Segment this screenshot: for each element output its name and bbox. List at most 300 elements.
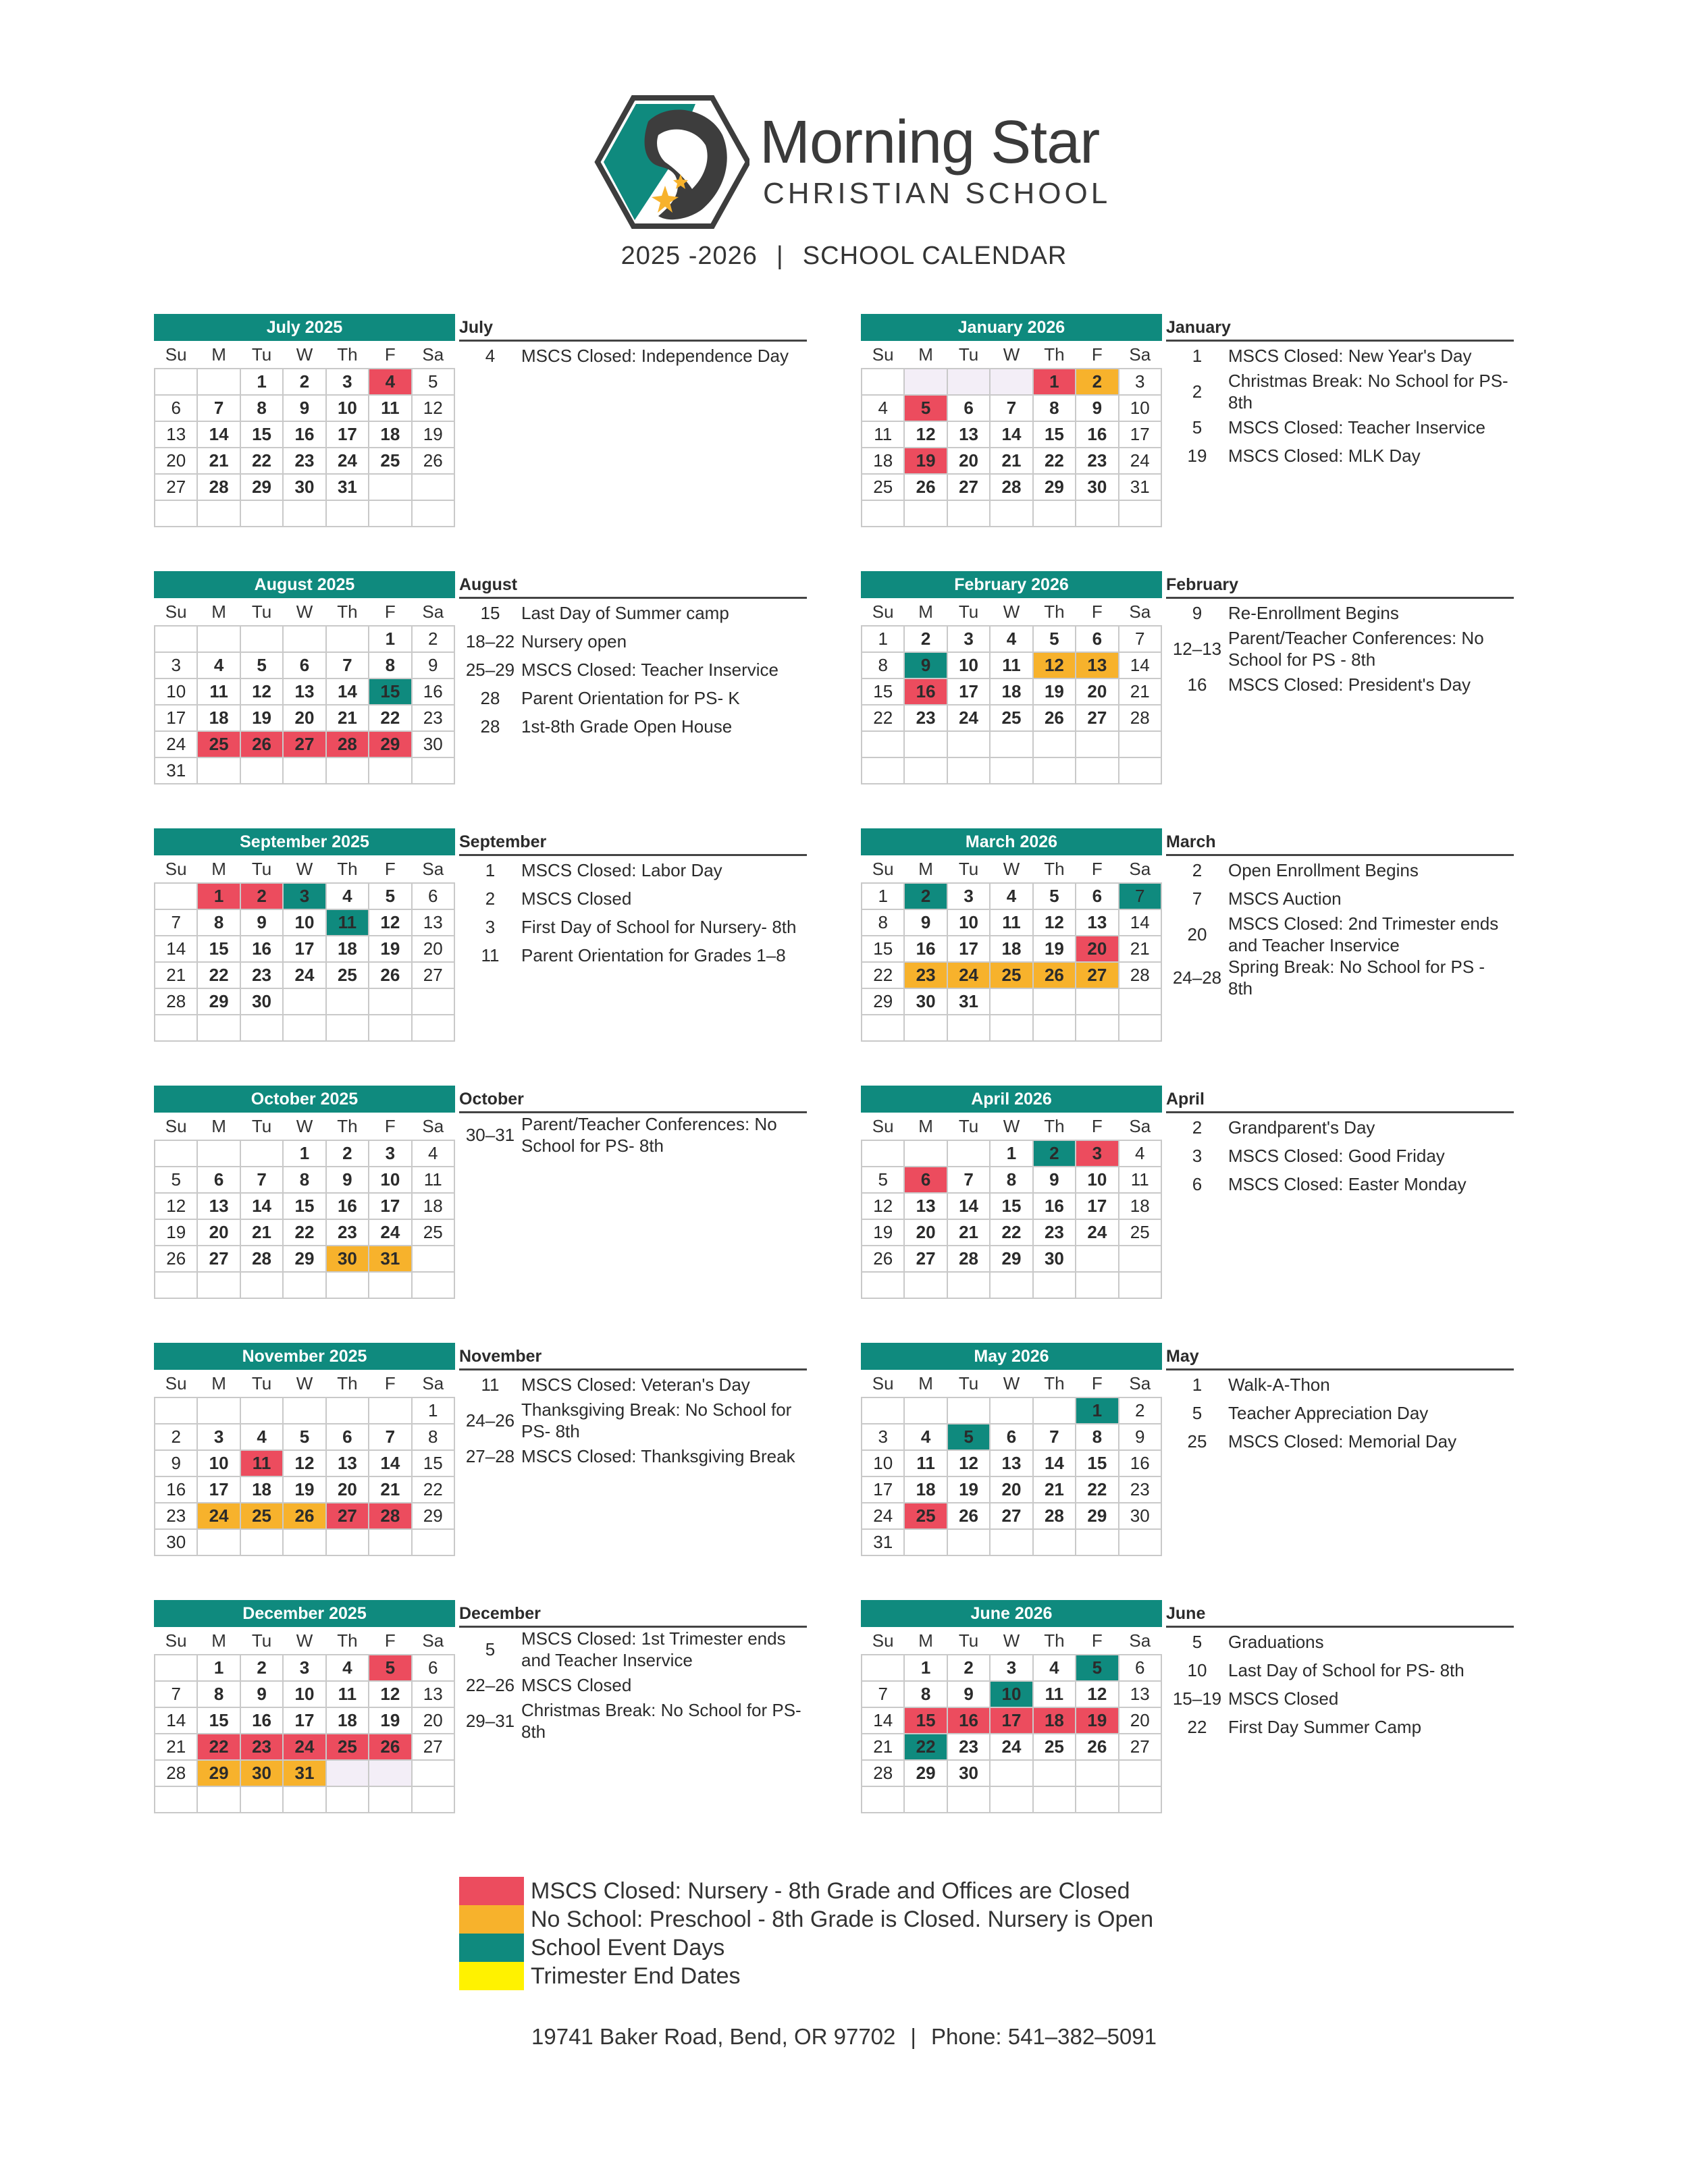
- day-cell[interactable]: 10: [155, 678, 197, 705]
- day-cell[interactable]: 29: [862, 988, 904, 1015]
- day-cell[interactable]: 9: [904, 909, 947, 936]
- day-cell[interactable]: 11: [862, 421, 904, 448]
- day-cell[interactable]: 29: [990, 1246, 1032, 1272]
- day-cell[interactable]: 25: [904, 1503, 947, 1529]
- day-cell[interactable]: 22: [412, 1476, 454, 1503]
- day-cell[interactable]: 14: [155, 1707, 197, 1734]
- day-cell[interactable]: 8: [412, 1424, 454, 1450]
- day-cell[interactable]: [197, 369, 240, 395]
- day-cell[interactable]: 2: [326, 1140, 369, 1167]
- day-cell[interactable]: [1033, 1786, 1076, 1813]
- day-cell[interactable]: [904, 1529, 947, 1555]
- day-cell[interactable]: 1: [862, 883, 904, 909]
- day-cell[interactable]: 6: [283, 652, 325, 678]
- day-cell[interactable]: [240, 1529, 283, 1555]
- day-cell[interactable]: [990, 1760, 1032, 1786]
- day-cell[interactable]: 17: [990, 1707, 1032, 1734]
- day-cell[interactable]: 17: [1119, 421, 1161, 448]
- day-cell[interactable]: 7: [1033, 1424, 1076, 1450]
- day-cell[interactable]: 12: [240, 678, 283, 705]
- day-cell[interactable]: [904, 500, 947, 527]
- day-cell[interactable]: 4: [326, 1655, 369, 1681]
- day-cell[interactable]: [412, 988, 454, 1015]
- day-cell[interactable]: [862, 369, 904, 395]
- day-cell[interactable]: 3: [947, 883, 990, 909]
- day-cell[interactable]: [326, 1786, 369, 1813]
- day-cell[interactable]: [197, 1015, 240, 1041]
- day-cell[interactable]: 13: [155, 421, 197, 448]
- day-cell[interactable]: 2: [1119, 1397, 1161, 1424]
- day-cell[interactable]: [1119, 500, 1161, 527]
- day-cell[interactable]: 24: [947, 705, 990, 731]
- day-cell[interactable]: [369, 1786, 411, 1813]
- day-cell[interactable]: 4: [1119, 1140, 1161, 1167]
- day-cell[interactable]: 31: [369, 1246, 411, 1272]
- day-cell[interactable]: [283, 500, 325, 527]
- day-cell[interactable]: 31: [283, 1760, 325, 1786]
- day-cell[interactable]: 15: [862, 936, 904, 962]
- day-cell[interactable]: [1033, 1272, 1076, 1298]
- day-cell[interactable]: 10: [947, 909, 990, 936]
- day-cell[interactable]: 18: [990, 678, 1032, 705]
- day-cell[interactable]: [947, 1529, 990, 1555]
- day-cell[interactable]: 10: [197, 1450, 240, 1476]
- day-cell[interactable]: [904, 1397, 947, 1424]
- day-cell[interactable]: [862, 757, 904, 784]
- day-cell[interactable]: 12: [904, 421, 947, 448]
- day-cell[interactable]: 21: [155, 962, 197, 988]
- day-cell[interactable]: 27: [326, 1503, 369, 1529]
- day-cell[interactable]: 23: [904, 962, 947, 988]
- day-cell[interactable]: 15: [412, 1450, 454, 1476]
- day-cell[interactable]: 4: [1033, 1655, 1076, 1681]
- day-cell[interactable]: 10: [1119, 395, 1161, 421]
- day-cell[interactable]: 10: [283, 909, 325, 936]
- day-cell[interactable]: [990, 1529, 1032, 1555]
- day-cell[interactable]: [155, 1655, 197, 1681]
- day-cell[interactable]: [412, 500, 454, 527]
- day-cell[interactable]: 21: [947, 1219, 990, 1246]
- day-cell[interactable]: 10: [862, 1450, 904, 1476]
- day-cell[interactable]: 14: [240, 1193, 283, 1219]
- day-cell[interactable]: 12: [369, 1681, 411, 1707]
- day-cell[interactable]: 29: [197, 988, 240, 1015]
- day-cell[interactable]: [904, 1140, 947, 1167]
- day-cell[interactable]: 8: [197, 1681, 240, 1707]
- day-cell[interactable]: 17: [283, 1707, 325, 1734]
- day-cell[interactable]: 5: [1076, 1655, 1118, 1681]
- day-cell[interactable]: 25: [197, 731, 240, 757]
- day-cell[interactable]: 20: [947, 448, 990, 474]
- day-cell[interactable]: 29: [904, 1760, 947, 1786]
- day-cell[interactable]: [240, 1786, 283, 1813]
- day-cell[interactable]: [197, 500, 240, 527]
- day-cell[interactable]: 2: [947, 1655, 990, 1681]
- day-cell[interactable]: 24: [369, 1219, 411, 1246]
- day-cell[interactable]: 30: [947, 1760, 990, 1786]
- day-cell[interactable]: [1076, 731, 1118, 757]
- day-cell[interactable]: 26: [947, 1503, 990, 1529]
- day-cell[interactable]: 27: [197, 1246, 240, 1272]
- day-cell[interactable]: 18: [412, 1193, 454, 1219]
- day-cell[interactable]: 13: [326, 1450, 369, 1476]
- day-cell[interactable]: 31: [862, 1529, 904, 1555]
- day-cell[interactable]: 4: [990, 626, 1032, 652]
- day-cell[interactable]: 27: [947, 474, 990, 500]
- day-cell[interactable]: 28: [326, 731, 369, 757]
- day-cell[interactable]: [283, 1786, 325, 1813]
- day-cell[interactable]: 9: [947, 1681, 990, 1707]
- day-cell[interactable]: [240, 500, 283, 527]
- day-cell[interactable]: 17: [1076, 1193, 1118, 1219]
- day-cell[interactable]: 11: [1033, 1681, 1076, 1707]
- day-cell[interactable]: 14: [947, 1193, 990, 1219]
- day-cell[interactable]: 25: [1119, 1219, 1161, 1246]
- day-cell[interactable]: 20: [283, 705, 325, 731]
- day-cell[interactable]: 28: [1119, 705, 1161, 731]
- day-cell[interactable]: 8: [369, 652, 411, 678]
- day-cell[interactable]: 2: [240, 1655, 283, 1681]
- day-cell[interactable]: [990, 1786, 1032, 1813]
- day-cell[interactable]: 26: [240, 731, 283, 757]
- day-cell[interactable]: 16: [904, 936, 947, 962]
- day-cell[interactable]: 2: [1076, 369, 1118, 395]
- day-cell[interactable]: 3: [1119, 369, 1161, 395]
- day-cell[interactable]: 6: [1119, 1655, 1161, 1681]
- day-cell[interactable]: [326, 1015, 369, 1041]
- day-cell[interactable]: 19: [283, 1476, 325, 1503]
- day-cell[interactable]: 29: [1033, 474, 1076, 500]
- day-cell[interactable]: 7: [155, 1681, 197, 1707]
- day-cell[interactable]: 12: [1033, 652, 1076, 678]
- day-cell[interactable]: 23: [1076, 448, 1118, 474]
- day-cell[interactable]: 20: [1119, 1707, 1161, 1734]
- day-cell[interactable]: 6: [947, 395, 990, 421]
- day-cell[interactable]: 6: [412, 883, 454, 909]
- day-cell[interactable]: 5: [1033, 626, 1076, 652]
- day-cell[interactable]: [1033, 1760, 1076, 1786]
- day-cell[interactable]: 4: [369, 369, 411, 395]
- day-cell[interactable]: 9: [904, 652, 947, 678]
- day-cell[interactable]: 10: [947, 652, 990, 678]
- day-cell[interactable]: 30: [283, 474, 325, 500]
- day-cell[interactable]: 11: [412, 1167, 454, 1193]
- day-cell[interactable]: [947, 500, 990, 527]
- day-cell[interactable]: [155, 1397, 197, 1424]
- day-cell[interactable]: 30: [1033, 1246, 1076, 1272]
- day-cell[interactable]: [155, 626, 197, 652]
- day-cell[interactable]: 15: [369, 678, 411, 705]
- day-cell[interactable]: 22: [197, 962, 240, 988]
- day-cell[interactable]: 18: [904, 1476, 947, 1503]
- day-cell[interactable]: 18: [197, 705, 240, 731]
- day-cell[interactable]: 26: [904, 474, 947, 500]
- day-cell[interactable]: 30: [240, 1760, 283, 1786]
- day-cell[interactable]: 4: [326, 883, 369, 909]
- day-cell[interactable]: 19: [369, 1707, 411, 1734]
- day-cell[interactable]: 22: [904, 1734, 947, 1760]
- day-cell[interactable]: 14: [197, 421, 240, 448]
- day-cell[interactable]: 6: [904, 1167, 947, 1193]
- day-cell[interactable]: 30: [412, 731, 454, 757]
- day-cell[interactable]: 19: [369, 936, 411, 962]
- day-cell[interactable]: 7: [155, 909, 197, 936]
- day-cell[interactable]: 13: [412, 909, 454, 936]
- day-cell[interactable]: [197, 626, 240, 652]
- day-cell[interactable]: 22: [369, 705, 411, 731]
- day-cell[interactable]: [1076, 1760, 1118, 1786]
- day-cell[interactable]: 19: [947, 1476, 990, 1503]
- day-cell[interactable]: 23: [947, 1734, 990, 1760]
- day-cell[interactable]: 10: [283, 1681, 325, 1707]
- day-cell[interactable]: 30: [904, 988, 947, 1015]
- day-cell[interactable]: 4: [240, 1424, 283, 1450]
- day-cell[interactable]: 3: [369, 1140, 411, 1167]
- day-cell[interactable]: 17: [862, 1476, 904, 1503]
- day-cell[interactable]: 30: [240, 988, 283, 1015]
- day-cell[interactable]: [1076, 1272, 1118, 1298]
- day-cell[interactable]: 17: [283, 936, 325, 962]
- day-cell[interactable]: [412, 757, 454, 784]
- day-cell[interactable]: [412, 1246, 454, 1272]
- day-cell[interactable]: [862, 500, 904, 527]
- day-cell[interactable]: 26: [1076, 1734, 1118, 1760]
- day-cell[interactable]: 11: [197, 678, 240, 705]
- day-cell[interactable]: [990, 757, 1032, 784]
- day-cell[interactable]: [283, 757, 325, 784]
- day-cell[interactable]: 5: [240, 652, 283, 678]
- day-cell[interactable]: 16: [1076, 421, 1118, 448]
- day-cell[interactable]: 1: [904, 1655, 947, 1681]
- day-cell[interactable]: [1119, 988, 1161, 1015]
- day-cell[interactable]: [326, 1397, 369, 1424]
- day-cell[interactable]: 21: [326, 705, 369, 731]
- day-cell[interactable]: [947, 1140, 990, 1167]
- day-cell[interactable]: 9: [240, 909, 283, 936]
- day-cell[interactable]: 20: [904, 1219, 947, 1246]
- day-cell[interactable]: [990, 369, 1032, 395]
- day-cell[interactable]: 7: [990, 395, 1032, 421]
- day-cell[interactable]: [862, 1786, 904, 1813]
- day-cell[interactable]: 4: [197, 652, 240, 678]
- day-cell[interactable]: [412, 1529, 454, 1555]
- day-cell[interactable]: 19: [862, 1219, 904, 1246]
- day-cell[interactable]: 15: [1076, 1450, 1118, 1476]
- day-cell[interactable]: 16: [947, 1707, 990, 1734]
- day-cell[interactable]: 8: [990, 1167, 1032, 1193]
- day-cell[interactable]: 23: [1033, 1219, 1076, 1246]
- day-cell[interactable]: 24: [283, 962, 325, 988]
- day-cell[interactable]: 15: [990, 1193, 1032, 1219]
- day-cell[interactable]: [1033, 757, 1076, 784]
- day-cell[interactable]: 3: [283, 883, 325, 909]
- day-cell[interactable]: 10: [326, 395, 369, 421]
- day-cell[interactable]: 11: [326, 1681, 369, 1707]
- day-cell[interactable]: 3: [947, 626, 990, 652]
- day-cell[interactable]: [904, 369, 947, 395]
- day-cell[interactable]: 4: [990, 883, 1032, 909]
- day-cell[interactable]: 27: [283, 731, 325, 757]
- day-cell[interactable]: 25: [990, 705, 1032, 731]
- day-cell[interactable]: 26: [155, 1246, 197, 1272]
- day-cell[interactable]: 8: [862, 909, 904, 936]
- day-cell[interactable]: 18: [326, 936, 369, 962]
- day-cell[interactable]: 13: [283, 678, 325, 705]
- day-cell[interactable]: [1033, 500, 1076, 527]
- day-cell[interactable]: 18: [1119, 1193, 1161, 1219]
- day-cell[interactable]: 13: [1119, 1681, 1161, 1707]
- day-cell[interactable]: [240, 1015, 283, 1041]
- day-cell[interactable]: 5: [369, 1655, 411, 1681]
- day-cell[interactable]: 17: [947, 678, 990, 705]
- day-cell[interactable]: [904, 731, 947, 757]
- day-cell[interactable]: 23: [240, 1734, 283, 1760]
- day-cell[interactable]: 25: [326, 1734, 369, 1760]
- day-cell[interactable]: 6: [1076, 883, 1118, 909]
- day-cell[interactable]: 19: [155, 1219, 197, 1246]
- day-cell[interactable]: 3: [283, 1655, 325, 1681]
- day-cell[interactable]: [412, 1015, 454, 1041]
- day-cell[interactable]: 3: [990, 1655, 1032, 1681]
- day-cell[interactable]: [990, 500, 1032, 527]
- day-cell[interactable]: 15: [904, 1707, 947, 1734]
- day-cell[interactable]: [197, 1397, 240, 1424]
- day-cell[interactable]: [947, 1015, 990, 1041]
- day-cell[interactable]: 16: [1033, 1193, 1076, 1219]
- day-cell[interactable]: [240, 1397, 283, 1424]
- day-cell[interactable]: [947, 1786, 990, 1813]
- day-cell[interactable]: [1119, 1529, 1161, 1555]
- day-cell[interactable]: 15: [283, 1193, 325, 1219]
- day-cell[interactable]: 10: [1076, 1167, 1118, 1193]
- day-cell[interactable]: [990, 1397, 1032, 1424]
- day-cell[interactable]: 24: [326, 448, 369, 474]
- day-cell[interactable]: 4: [412, 1140, 454, 1167]
- day-cell[interactable]: 7: [1119, 883, 1161, 909]
- day-cell[interactable]: 8: [904, 1681, 947, 1707]
- day-cell[interactable]: 15: [1033, 421, 1076, 448]
- day-cell[interactable]: 29: [197, 1760, 240, 1786]
- day-cell[interactable]: 24: [1076, 1219, 1118, 1246]
- day-cell[interactable]: 5: [283, 1424, 325, 1450]
- day-cell[interactable]: 23: [326, 1219, 369, 1246]
- day-cell[interactable]: 13: [1076, 652, 1118, 678]
- day-cell[interactable]: 4: [904, 1424, 947, 1450]
- day-cell[interactable]: 2: [283, 369, 325, 395]
- day-cell[interactable]: [862, 731, 904, 757]
- day-cell[interactable]: 5: [862, 1167, 904, 1193]
- day-cell[interactable]: 17: [369, 1193, 411, 1219]
- day-cell[interactable]: [240, 757, 283, 784]
- day-cell[interactable]: [369, 757, 411, 784]
- day-cell[interactable]: 1: [1076, 1397, 1118, 1424]
- day-cell[interactable]: [197, 1529, 240, 1555]
- day-cell[interactable]: [1076, 1786, 1118, 1813]
- day-cell[interactable]: 23: [1119, 1476, 1161, 1503]
- day-cell[interactable]: 1: [197, 883, 240, 909]
- day-cell[interactable]: 12: [1076, 1681, 1118, 1707]
- day-cell[interactable]: 24: [990, 1734, 1032, 1760]
- day-cell[interactable]: 11: [990, 652, 1032, 678]
- day-cell[interactable]: 29: [1076, 1503, 1118, 1529]
- day-cell[interactable]: 16: [412, 678, 454, 705]
- day-cell[interactable]: [155, 1272, 197, 1298]
- day-cell[interactable]: [155, 500, 197, 527]
- day-cell[interactable]: 6: [155, 395, 197, 421]
- day-cell[interactable]: 22: [1033, 448, 1076, 474]
- day-cell[interactable]: 26: [412, 448, 454, 474]
- day-cell[interactable]: 17: [947, 936, 990, 962]
- day-cell[interactable]: 8: [283, 1167, 325, 1193]
- day-cell[interactable]: 8: [862, 652, 904, 678]
- day-cell[interactable]: 18: [369, 421, 411, 448]
- day-cell[interactable]: 2: [904, 626, 947, 652]
- day-cell[interactable]: 13: [947, 421, 990, 448]
- day-cell[interactable]: [412, 1760, 454, 1786]
- day-cell[interactable]: [1119, 1760, 1161, 1786]
- day-cell[interactable]: 13: [1076, 909, 1118, 936]
- day-cell[interactable]: [947, 369, 990, 395]
- day-cell[interactable]: [947, 1272, 990, 1298]
- day-cell[interactable]: [412, 1786, 454, 1813]
- day-cell[interactable]: [1033, 988, 1076, 1015]
- day-cell[interactable]: 21: [369, 1476, 411, 1503]
- day-cell[interactable]: 12: [155, 1193, 197, 1219]
- day-cell[interactable]: [326, 1529, 369, 1555]
- day-cell[interactable]: 31: [155, 757, 197, 784]
- day-cell[interactable]: 5: [947, 1424, 990, 1450]
- day-cell[interactable]: [412, 474, 454, 500]
- day-cell[interactable]: [326, 757, 369, 784]
- day-cell[interactable]: [283, 1015, 325, 1041]
- day-cell[interactable]: [1119, 731, 1161, 757]
- day-cell[interactable]: 28: [369, 1503, 411, 1529]
- day-cell[interactable]: 21: [862, 1734, 904, 1760]
- day-cell[interactable]: 29: [240, 474, 283, 500]
- day-cell[interactable]: 21: [1033, 1476, 1076, 1503]
- day-cell[interactable]: 28: [947, 1246, 990, 1272]
- day-cell[interactable]: [1076, 1015, 1118, 1041]
- day-cell[interactable]: 12: [947, 1450, 990, 1476]
- day-cell[interactable]: 19: [904, 448, 947, 474]
- day-cell[interactable]: 1: [990, 1140, 1032, 1167]
- day-cell[interactable]: [155, 1140, 197, 1167]
- day-cell[interactable]: 7: [1119, 626, 1161, 652]
- day-cell[interactable]: 19: [412, 421, 454, 448]
- day-cell[interactable]: 23: [155, 1503, 197, 1529]
- day-cell[interactable]: 16: [240, 936, 283, 962]
- day-cell[interactable]: 18: [862, 448, 904, 474]
- day-cell[interactable]: [862, 1140, 904, 1167]
- day-cell[interactable]: 30: [155, 1529, 197, 1555]
- day-cell[interactable]: 12: [862, 1193, 904, 1219]
- day-cell[interactable]: 3: [326, 369, 369, 395]
- day-cell[interactable]: 14: [1033, 1450, 1076, 1476]
- day-cell[interactable]: 27: [990, 1503, 1032, 1529]
- day-cell[interactable]: [412, 1272, 454, 1298]
- day-cell[interactable]: 30: [1119, 1503, 1161, 1529]
- day-cell[interactable]: [326, 1760, 369, 1786]
- day-cell[interactable]: 15: [862, 678, 904, 705]
- day-cell[interactable]: 24: [155, 731, 197, 757]
- day-cell[interactable]: 26: [1033, 705, 1076, 731]
- day-cell[interactable]: [1033, 1529, 1076, 1555]
- day-cell[interactable]: 8: [197, 909, 240, 936]
- day-cell[interactable]: [326, 626, 369, 652]
- day-cell[interactable]: 6: [412, 1655, 454, 1681]
- day-cell[interactable]: 14: [369, 1450, 411, 1476]
- day-cell[interactable]: 6: [990, 1424, 1032, 1450]
